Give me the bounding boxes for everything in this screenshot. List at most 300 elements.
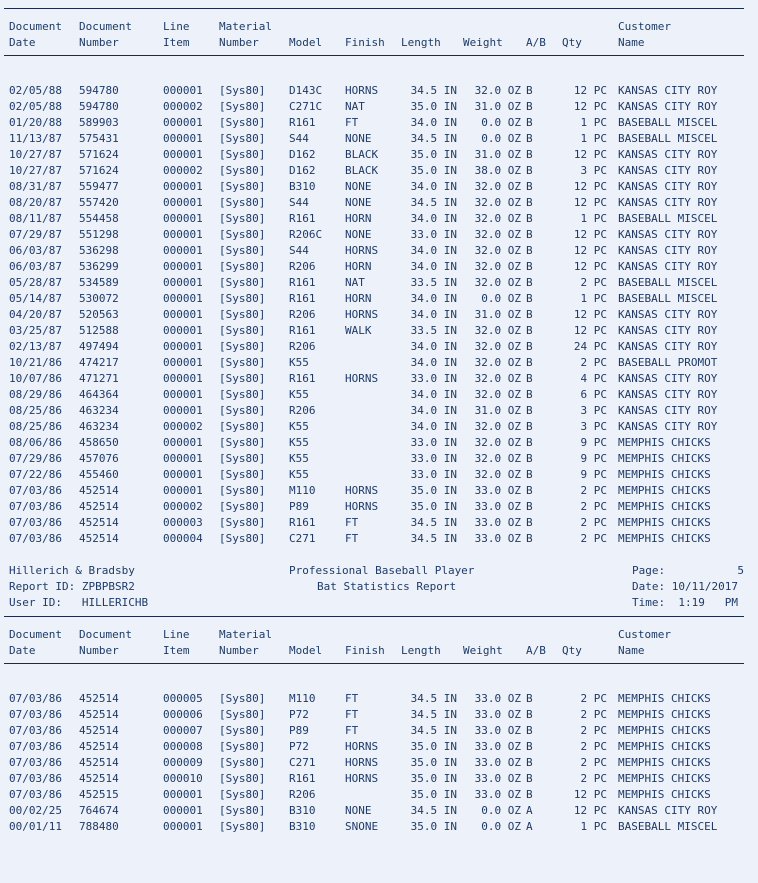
qty-cell: 2 PC xyxy=(580,500,607,513)
weight-cell: 33.0 OZ xyxy=(474,708,521,721)
length-cell: 34.5 IN xyxy=(410,196,457,209)
qty-cell: 12 PC xyxy=(573,180,607,193)
weight-cell: 33.0 OZ xyxy=(474,516,521,529)
model-header-line2: Model xyxy=(289,36,323,49)
model-cell: R161 xyxy=(289,116,316,129)
weight-cell: 33.0 OZ xyxy=(474,724,521,737)
top-rule xyxy=(4,8,744,9)
doc-number-header-line2: Number xyxy=(79,36,119,49)
length-cell: 35.0 IN xyxy=(410,820,457,833)
weight-cell: 33.0 OZ xyxy=(474,772,521,785)
line-item-cell: 000001 xyxy=(163,356,203,369)
weight-cell: 32.0 OZ xyxy=(474,260,521,273)
doc-number-cell: 571624 xyxy=(79,148,119,161)
material-number-cell: [Sys80] xyxy=(219,164,266,177)
weight-cell: 33.0 OZ xyxy=(474,532,521,545)
qty-cell: 4 PC xyxy=(580,372,607,385)
model-cell: R206 xyxy=(289,404,316,417)
section-rule xyxy=(4,616,744,617)
doc-number-cell: 458650 xyxy=(79,436,119,449)
ab-cell: B xyxy=(526,244,533,257)
customer-name-header-line1: Customer xyxy=(618,628,671,641)
user-id: User ID: HILLERICHB xyxy=(9,596,149,609)
model-cell: P72 xyxy=(289,708,309,721)
ab-cell: B xyxy=(526,276,533,289)
length-cell: 35.0 IN xyxy=(410,772,457,785)
doc-number-cell: 455460 xyxy=(79,468,119,481)
length-cell: 34.0 IN xyxy=(410,244,457,257)
weight-cell: 31.0 OZ xyxy=(474,148,521,161)
qty-cell: 12 PC xyxy=(573,148,607,161)
weight-cell: 32.0 OZ xyxy=(474,436,521,449)
finish-cell: HORNS xyxy=(345,372,379,385)
finish-cell: HORN xyxy=(345,260,372,273)
doc-number-cell: 554458 xyxy=(79,212,119,225)
ab-cell: B xyxy=(526,148,533,161)
qty-cell: 3 PC xyxy=(580,164,607,177)
qty-cell: 12 PC xyxy=(573,244,607,257)
doc-date-cell: 03/25/87 xyxy=(9,324,62,337)
doc-date-cell: 05/28/87 xyxy=(9,276,62,289)
qty-cell: 1 PC xyxy=(580,212,607,225)
customer-name-cell: KANSAS CITY ROY xyxy=(618,420,718,433)
material-number-header-line1: Material xyxy=(219,20,272,33)
length-cell: 33.5 IN xyxy=(410,324,457,337)
model-cell: S44 xyxy=(289,244,309,257)
qty-cell: 12 PC xyxy=(573,324,607,337)
material-number-cell: [Sys80] xyxy=(219,84,266,97)
doc-date-cell: 07/22/86 xyxy=(9,468,62,481)
model-cell: R161 xyxy=(289,324,316,337)
material-number-cell: [Sys80] xyxy=(219,772,266,785)
length-header-line2: Length xyxy=(401,644,441,657)
doc-date-cell: 00/02/25 xyxy=(9,804,62,817)
material-number-cell: [Sys80] xyxy=(219,212,266,225)
customer-name-cell: MEMPHIS CHICKS xyxy=(618,772,711,785)
weight-cell: 32.0 OZ xyxy=(474,180,521,193)
customer-name-cell: KANSAS CITY ROY xyxy=(618,228,718,241)
header-rule-a xyxy=(4,55,744,56)
ab-cell: B xyxy=(526,164,533,177)
doc-number-cell: 452514 xyxy=(79,724,119,737)
length-cell: 34.0 IN xyxy=(410,260,457,273)
doc-date-cell: 08/20/87 xyxy=(9,196,62,209)
ab-cell: B xyxy=(526,756,533,769)
finish-cell: FT xyxy=(345,532,359,545)
line-item-cell: 000002 xyxy=(163,100,203,113)
doc-date-cell: 10/27/87 xyxy=(9,164,62,177)
doc-date-cell: 05/14/87 xyxy=(9,292,62,305)
material-number-cell: [Sys80] xyxy=(219,788,266,801)
line-item-cell: 000001 xyxy=(163,244,203,257)
model-cell: P89 xyxy=(289,500,309,513)
line-item-cell: 000003 xyxy=(163,516,203,529)
finish-cell: FT xyxy=(345,708,359,721)
qty-cell: 12 PC xyxy=(573,100,607,113)
ab-cell: B xyxy=(526,788,533,801)
ab-cell: B xyxy=(526,532,533,545)
doc-date-cell: 04/20/87 xyxy=(9,308,62,321)
qty-cell: 2 PC xyxy=(580,708,607,721)
qty-cell: 24 PC xyxy=(573,340,607,353)
material-number-header-line2: Number xyxy=(219,36,259,49)
model-cell: R161 xyxy=(289,772,316,785)
weight-cell: 0.0 OZ xyxy=(481,116,521,129)
model-cell: R161 xyxy=(289,212,316,225)
doc-number-cell: 512588 xyxy=(79,324,119,337)
model-cell: R161 xyxy=(289,292,316,305)
ab-header-line2: A/B xyxy=(526,644,546,657)
customer-name-cell: KANSAS CITY ROY xyxy=(618,340,718,353)
doc-number-cell: 536299 xyxy=(79,260,119,273)
customer-name-header-line2: Name xyxy=(618,644,645,657)
length-cell: 33.0 IN xyxy=(410,436,457,449)
line-item-cell: 000004 xyxy=(163,532,203,545)
customer-name-cell: KANSAS CITY ROY xyxy=(618,308,718,321)
doc-date-cell: 08/31/87 xyxy=(9,180,62,193)
model-cell: C271 xyxy=(289,756,316,769)
finish-cell: FT xyxy=(345,692,359,705)
length-cell: 35.0 IN xyxy=(410,148,457,161)
model-cell: K55 xyxy=(289,420,309,433)
page-number: 5 xyxy=(737,564,744,577)
weight-cell: 33.0 OZ xyxy=(474,500,521,513)
customer-name-cell: MEMPHIS CHICKS xyxy=(618,500,711,513)
weight-cell: 32.0 OZ xyxy=(474,340,521,353)
material-number-cell: [Sys80] xyxy=(219,740,266,753)
doc-date-cell: 07/03/86 xyxy=(9,788,62,801)
material-number-cell: [Sys80] xyxy=(219,756,266,769)
finish-cell: HORNS xyxy=(345,84,379,97)
model-cell: K55 xyxy=(289,468,309,481)
doc-date-cell: 07/03/86 xyxy=(9,724,62,737)
doc-date-cell: 06/03/87 xyxy=(9,244,62,257)
length-cell: 35.0 IN xyxy=(410,100,457,113)
length-cell: 34.0 IN xyxy=(410,292,457,305)
customer-name-cell: MEMPHIS CHICKS xyxy=(618,740,711,753)
line-item-cell: 000001 xyxy=(163,132,203,145)
qty-cell: 6 PC xyxy=(580,388,607,401)
finish-header-line2: Finish xyxy=(345,644,385,657)
doc-date-cell: 07/03/86 xyxy=(9,500,62,513)
line-item-cell: 000001 xyxy=(163,804,203,817)
doc-date-cell: 07/03/86 xyxy=(9,756,62,769)
customer-name-header-line2: Name xyxy=(618,36,645,49)
doc-number-cell: 557420 xyxy=(79,196,119,209)
doc-number-cell: 452515 xyxy=(79,788,119,801)
length-cell: 34.5 IN xyxy=(410,516,457,529)
model-cell: P72 xyxy=(289,740,309,753)
doc-number-cell: 788480 xyxy=(79,820,119,833)
doc-number-cell: 764674 xyxy=(79,804,119,817)
qty-cell: 2 PC xyxy=(580,756,607,769)
finish-cell: NONE xyxy=(345,180,372,193)
finish-cell: SNONE xyxy=(345,820,379,833)
finish-cell: HORNS xyxy=(345,500,379,513)
weight-header-line2: Weight xyxy=(463,644,503,657)
customer-name-cell: BASEBALL MISCEL xyxy=(618,212,718,225)
finish-cell: BLACK xyxy=(345,148,379,161)
qty-cell: 2 PC xyxy=(580,724,607,737)
model-cell: R161 xyxy=(289,372,316,385)
line-item-cell: 000006 xyxy=(163,708,203,721)
doc-number-header-line1: Document xyxy=(79,628,132,641)
weight-cell: 38.0 OZ xyxy=(474,164,521,177)
ab-cell: B xyxy=(526,308,533,321)
qty-cell: 2 PC xyxy=(580,516,607,529)
material-number-cell: [Sys80] xyxy=(219,180,266,193)
model-cell: B310 xyxy=(289,804,316,817)
qty-cell: 9 PC xyxy=(580,436,607,449)
ab-cell: B xyxy=(526,436,533,449)
doc-date-cell: 08/25/86 xyxy=(9,404,62,417)
ab-cell: B xyxy=(526,404,533,417)
finish-cell: FT xyxy=(345,724,359,737)
doc-number-cell: 452514 xyxy=(79,516,119,529)
qty-cell: 3 PC xyxy=(580,420,607,433)
length-cell: 34.0 IN xyxy=(410,212,457,225)
line-item-cell: 000001 xyxy=(163,148,203,161)
customer-name-cell: BASEBALL MISCEL xyxy=(618,276,718,289)
doc-date-cell: 02/13/87 xyxy=(9,340,62,353)
doc-number-cell: 471271 xyxy=(79,372,119,385)
length-header-line2: Length xyxy=(401,36,441,49)
doc-number-cell: 452514 xyxy=(79,772,119,785)
ab-cell: A xyxy=(526,804,533,817)
report-date: Date: 10/11/2017 xyxy=(632,580,738,593)
model-cell: R161 xyxy=(289,516,316,529)
material-number-cell: [Sys80] xyxy=(219,308,266,321)
length-cell: 34.5 IN xyxy=(410,724,457,737)
model-cell: K55 xyxy=(289,388,309,401)
doc-date-cell: 02/05/88 xyxy=(9,84,62,97)
qty-cell: 1 PC xyxy=(580,820,607,833)
finish-cell: HORNS xyxy=(345,244,379,257)
finish-cell: WALK xyxy=(345,324,372,337)
material-number-cell: [Sys80] xyxy=(219,692,266,705)
length-cell: 33.0 IN xyxy=(410,468,457,481)
finish-cell: HORN xyxy=(345,212,372,225)
doc-number-cell: 594780 xyxy=(79,100,119,113)
doc-number-cell: 474217 xyxy=(79,356,119,369)
material-number-cell: [Sys80] xyxy=(219,516,266,529)
line-item-cell: 000010 xyxy=(163,772,203,785)
line-item-cell: 000001 xyxy=(163,260,203,273)
customer-name-cell: KANSAS CITY ROY xyxy=(618,324,718,337)
ab-cell: B xyxy=(526,196,533,209)
doc-number-cell: 559477 xyxy=(79,180,119,193)
model-cell: D143C xyxy=(289,84,323,97)
material-number-cell: [Sys80] xyxy=(219,116,266,129)
doc-number-cell: 520563 xyxy=(79,308,119,321)
length-cell: 35.0 IN xyxy=(410,484,457,497)
line-item-cell: 000001 xyxy=(163,116,203,129)
weight-cell: 32.0 OZ xyxy=(474,468,521,481)
qty-cell: 12 PC xyxy=(573,260,607,273)
finish-cell: NAT xyxy=(345,276,365,289)
length-cell: 34.5 IN xyxy=(410,692,457,705)
qty-cell: 9 PC xyxy=(580,468,607,481)
model-cell: P89 xyxy=(289,724,309,737)
length-cell: 34.5 IN xyxy=(410,532,457,545)
weight-cell: 32.0 OZ xyxy=(474,228,521,241)
model-cell: R206 xyxy=(289,788,316,801)
doc-date-header-line2: Date xyxy=(9,644,36,657)
length-cell: 33.0 IN xyxy=(410,228,457,241)
weight-cell: 33.0 OZ xyxy=(474,740,521,753)
weight-cell: 32.0 OZ xyxy=(474,452,521,465)
customer-name-cell: MEMPHIS CHICKS xyxy=(618,724,711,737)
model-cell: R206 xyxy=(289,340,316,353)
weight-cell: 31.0 OZ xyxy=(474,308,521,321)
doc-number-cell: 464364 xyxy=(79,388,119,401)
qty-header-line2: Qty xyxy=(562,644,582,657)
line-item-cell: 000001 xyxy=(163,388,203,401)
qty-cell: 3 PC xyxy=(580,404,607,417)
material-number-cell: [Sys80] xyxy=(219,724,266,737)
report-title-line1: Professional Baseball Player xyxy=(289,564,475,577)
customer-name-cell: MEMPHIS CHICKS xyxy=(618,532,711,545)
qty-cell: 2 PC xyxy=(580,532,607,545)
finish-cell: NAT xyxy=(345,100,365,113)
ab-cell: B xyxy=(526,724,533,737)
line-item-cell: 000007 xyxy=(163,724,203,737)
line-item-cell: 000002 xyxy=(163,164,203,177)
customer-name-cell: BASEBALL MISCEL xyxy=(618,132,718,145)
qty-cell: 12 PC xyxy=(573,84,607,97)
doc-date-cell: 10/27/87 xyxy=(9,148,62,161)
model-cell: D162 xyxy=(289,164,316,177)
customer-name-cell: KANSAS CITY ROY xyxy=(618,244,718,257)
qty-cell: 12 PC xyxy=(573,228,607,241)
weight-cell: 32.0 OZ xyxy=(474,388,521,401)
doc-number-cell: 571624 xyxy=(79,164,119,177)
customer-name-header-line1: Customer xyxy=(618,20,671,33)
doc-number-cell: 594780 xyxy=(79,84,119,97)
ab-cell: B xyxy=(526,356,533,369)
customer-name-cell: MEMPHIS CHICKS xyxy=(618,692,711,705)
finish-header-line2: Finish xyxy=(345,36,385,49)
length-cell: 34.0 IN xyxy=(410,404,457,417)
material-number-cell: [Sys80] xyxy=(219,404,266,417)
ab-cell: B xyxy=(526,388,533,401)
doc-number-cell: 463234 xyxy=(79,420,119,433)
ab-cell: A xyxy=(526,820,533,833)
ab-cell: B xyxy=(526,452,533,465)
doc-date-cell: 02/05/88 xyxy=(9,100,62,113)
ab-cell: B xyxy=(526,420,533,433)
doc-number-cell: 530072 xyxy=(79,292,119,305)
model-cell: R206 xyxy=(289,260,316,273)
material-number-cell: [Sys80] xyxy=(219,244,266,257)
line-item-cell: 000001 xyxy=(163,324,203,337)
customer-name-cell: KANSAS CITY ROY xyxy=(618,388,718,401)
weight-cell: 32.0 OZ xyxy=(474,84,521,97)
customer-name-cell: MEMPHIS CHICKS xyxy=(618,788,711,801)
customer-name-cell: MEMPHIS CHICKS xyxy=(618,756,711,769)
ab-cell: B xyxy=(526,468,533,481)
line-item-cell: 000001 xyxy=(163,292,203,305)
weight-header-line2: Weight xyxy=(463,36,503,49)
qty-cell: 12 PC xyxy=(573,804,607,817)
line-item-header-line1: Line xyxy=(163,20,190,33)
material-number-cell: [Sys80] xyxy=(219,100,266,113)
weight-cell: 32.0 OZ xyxy=(474,356,521,369)
ab-cell: B xyxy=(526,372,533,385)
line-item-header-line2: Item xyxy=(163,36,190,49)
ab-cell: B xyxy=(526,84,533,97)
doc-date-cell: 08/11/87 xyxy=(9,212,62,225)
ab-cell: B xyxy=(526,180,533,193)
length-cell: 33.0 IN xyxy=(410,372,457,385)
weight-cell: 33.0 OZ xyxy=(474,756,521,769)
line-item-cell: 000001 xyxy=(163,180,203,193)
weight-cell: 0.0 OZ xyxy=(481,804,521,817)
material-number-cell: [Sys80] xyxy=(219,228,266,241)
material-number-cell: [Sys80] xyxy=(219,388,266,401)
ab-cell: B xyxy=(526,116,533,129)
material-number-cell: [Sys80] xyxy=(219,532,266,545)
ab-cell: B xyxy=(526,500,533,513)
doc-number-header-line1: Document xyxy=(79,20,132,33)
doc-date-cell: 07/03/86 xyxy=(9,516,62,529)
weight-cell: 32.0 OZ xyxy=(474,244,521,257)
customer-name-cell: MEMPHIS CHICKS xyxy=(618,708,711,721)
weight-cell: 33.0 OZ xyxy=(474,788,521,801)
qty-cell: 1 PC xyxy=(580,292,607,305)
weight-cell: 32.0 OZ xyxy=(474,324,521,337)
doc-number-header-line2: Number xyxy=(79,644,119,657)
company-name: Hillerich & Bradsby xyxy=(9,564,135,577)
length-cell: 34.0 IN xyxy=(410,180,457,193)
line-item-header-line1: Line xyxy=(163,628,190,641)
qty-cell: 2 PC xyxy=(580,356,607,369)
model-cell: K55 xyxy=(289,356,309,369)
model-cell: K55 xyxy=(289,452,309,465)
doc-number-cell: 497494 xyxy=(79,340,119,353)
weight-cell: 31.0 OZ xyxy=(474,404,521,417)
finish-cell: HORN xyxy=(345,292,372,305)
doc-number-cell: 457076 xyxy=(79,452,119,465)
finish-cell: HORNS xyxy=(345,308,379,321)
customer-name-cell: BASEBALL PROMOT xyxy=(618,356,718,369)
length-cell: 33.5 IN xyxy=(410,276,457,289)
doc-date-header-line2: Date xyxy=(9,36,36,49)
length-cell: 34.0 IN xyxy=(410,356,457,369)
finish-cell: BLACK xyxy=(345,164,379,177)
customer-name-cell: KANSAS CITY ROY xyxy=(618,100,718,113)
customer-name-cell: KANSAS CITY ROY xyxy=(618,260,718,273)
model-cell: M110 xyxy=(289,484,316,497)
line-item-cell: 000001 xyxy=(163,788,203,801)
line-item-cell: 000001 xyxy=(163,404,203,417)
model-cell: K55 xyxy=(289,436,309,449)
material-number-cell: [Sys80] xyxy=(219,340,266,353)
material-number-cell: [Sys80] xyxy=(219,500,266,513)
customer-name-cell: KANSAS CITY ROY xyxy=(618,84,718,97)
doc-number-cell: 551298 xyxy=(79,228,119,241)
qty-cell: 2 PC xyxy=(580,484,607,497)
finish-cell: HORNS xyxy=(345,772,379,785)
line-item-cell: 000001 xyxy=(163,372,203,385)
length-cell: 34.0 IN xyxy=(410,388,457,401)
material-number-cell: [Sys80] xyxy=(219,708,266,721)
model-cell: R206C xyxy=(289,228,323,241)
qty-cell: 2 PC xyxy=(580,772,607,785)
weight-cell: 32.0 OZ xyxy=(474,420,521,433)
model-cell: S44 xyxy=(289,196,309,209)
finish-cell: NONE xyxy=(345,228,372,241)
